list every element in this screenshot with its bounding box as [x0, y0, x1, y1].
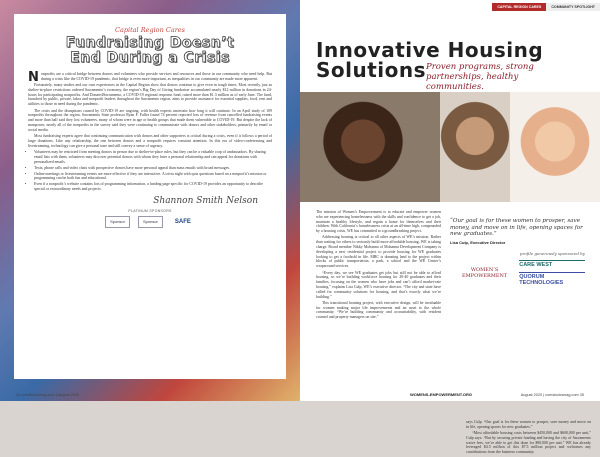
col2-text: [466, 420, 591, 457]
paragraph: Most fundraising experts agree that continuing communication with donors and other supporters is critical during a crisis, even if it follows a period of large donations. Like any relationship, the one between donors and a nonprofit requires constant attention. In this era of video-conferencing and livestreaming, technology can give a personal tone and still convey a sense of urgency.: [28, 134, 272, 148]
article-title: [28, 36, 272, 66]
left-page: [0, 0, 300, 401]
paragraph: “Most affordable housing costs between $450,000 and $600,000 per unit,” Culp says. “But by securing private funding and having the city of Sacramento waive fees, we’re able to get this done for $90,000 per unit.” WE has already leveraged $4.5 million of this $7.5 million project and welcomes any contributions from the business community.: [466, 431, 591, 455]
photo-strip: [300, 92, 600, 202]
article-body-col1: [316, 210, 441, 322]
list-item: • Even if a nonprofit’s website contains lots of programming information, a landing page specific for COVID-19 provides an opportunity to describe special or extraordinary needs and projects.: [34, 182, 272, 192]
sponsor-logo-stack: [519, 260, 585, 286]
sponsor-logo: Sponsor: [105, 216, 130, 228]
safe-credit-union-logo: SAFE: [174, 218, 191, 225]
section-kicker: Capital Region Cares: [114, 26, 185, 34]
pull-quote: “Our goal is for these women to prosper, save money, and move on in life, opening spaces for new graduates.”: [450, 218, 583, 238]
list-item: • Volunteers may be restricted from meeting donors in person due to shelter-in-place rules, but they can be a valuable corp of ambassadors. By sharing email lists with them, volunteers may discover potential donors with whom they have a personal relationship and can appeal for donations with personalized emails.: [34, 150, 272, 164]
care-west-logo: CARE WEST: [519, 260, 585, 268]
sponsored-by: profile generously sponsored by: [519, 250, 585, 256]
title-line-1: Innovative Housing: [316, 38, 544, 62]
article-body: [28, 72, 272, 148]
title-line-2: End During a Crisis: [70, 50, 230, 66]
website-link[interactable]: WOMENS-EMPOWERMENT.ORG: [410, 392, 472, 397]
quorum-logo: QUORUM TECHNOLOGIES: [519, 272, 585, 286]
photo-baby: [510, 92, 600, 202]
womens-empowerment-logo: WOMEN’S EMPOWERMENT: [461, 266, 508, 279]
article-subtitle: Proven programs, strong partnerships, healthy communities.: [426, 62, 534, 92]
photo-mother: [440, 92, 510, 202]
right-page: [300, 0, 600, 455]
partner-logos: [450, 260, 585, 286]
title-line-2: Solutions: [316, 58, 427, 82]
sponsor-label: PLATINUM SPONSORS: [128, 208, 172, 213]
drop-cap: N: [28, 70, 39, 85]
tag-capital-region: CAPITAL REGION CARES: [492, 3, 546, 11]
photo-children: [300, 92, 440, 202]
section-tag: [492, 3, 600, 11]
page-folio: 34 comstocksmag.com | August 2020: [16, 393, 80, 397]
paragraph: The crisis and the disruptions caused by COVID-19 are ongoing, with health experts uncertain how long it will continue. In an April study of 109 nonprofits throughout the region, Sacramento State professor Ryan F. Fuller found 74 percent reported loss of revenue from cancelled fundraising events and more than half said they lost volunteers, many of whom were in age or health groups that made them vulnerable to COVID-19. But despite the lack of manpower, nearly all of the nonprofits in the survey said they were continuing to communicate with donors and other stakeholders, primarily by email or social media.: [28, 108, 272, 132]
page-folio: August 2020 | comstocksmag.com 35: [520, 393, 584, 397]
paragraph: This transitional housing project, with executive design, will be invaluable for women making major life improvements and an asset to the whole community. “We’re building community and accountability, with resident counsel and property managers on site,”: [316, 300, 441, 320]
paragraph: “Every day, we see WE graduates get jobs but still not be able to afford housing, so we’re building workforce housing for 20-40 graduates and their families, focusing on the women who have jobs and can’t afford market-rate housing,” explains Lisa Culp, WE’s executive director. “The city and state have called for community solutions for housing, and that’s exactly what we’re building.”: [316, 270, 441, 299]
list-item: • Online meetings or livestreaming events are more effective if they are interactive. A trivia night with quiz questions based on a nonprofit’s mission or programming can be both fun and educational.: [34, 172, 272, 182]
paragraph: The mission of Women’s Empowerment is to educate and empower women who are experiencing homelessness with the skills and confidence to get a job, maintain a healthy lifestyle, and regain a home for themselves and their children. With California’s homelessness crisis at an all-time high, compounded by a housing crisis, WE has committed to a groundbreaking project.: [316, 210, 441, 234]
paragraph: Fortunately, many studies and our own experiences in the Capital Region show that donors continue to give even in tough times. Most recently, just as shelter-in-place restrictions ordered Sacramento’s economy, the region’s Big Day of Giving fundraiser accumulated nearly $12 million in donations in 24-hours for participating nonprofits. And Donate4Sacramento, a COVID-19 regional response fund, raised more than $1.3 million as of early June. The fund, launched by public, private, labor and nonprofit leaders throughout the Sacramento region, aims to provide assistance for essential supplies, food, rent and utilities to those in need during the pandemic.: [28, 83, 272, 107]
tips-list: [34, 150, 272, 191]
title-line-1: Fundraising Doesn’t: [65, 35, 235, 51]
sponsor-logo: Sponsor: [138, 216, 163, 228]
list-item: • Texts, phone calls and video chats with prospective donors have more personal appeal than mass emails with broad messages.: [34, 166, 272, 171]
quote-attribution: Lisa Culp, Executive Director: [450, 239, 506, 245]
signature: Shannon Smith Nelson: [153, 195, 258, 206]
tag-community: COMMUNITY SPOTLIGHT: [546, 3, 600, 11]
article-frame: [14, 14, 286, 379]
paragraph: says Culp. “Our goal is for these women to prosper, save money and move on in life, opening spaces for new graduates.”: [466, 420, 591, 429]
paragraph: Addressing housing is critical to all other aspects of WE’s mission. Rather than waiting for others to seriously build more affordable housing, WE is taking charge. Board member Nikky Mohanna of Mohanna Development Company is developing a new residential project to provide housing for WE graduates looking to get a foothold in life. MBC is donating land to the project within blocks of public transportation, a park, a school and the WE Center’s wraparound services.: [316, 235, 441, 269]
sponsor-logos: [28, 216, 272, 228]
paragraph: Nonprofits are a critical bridge between donors and volunteers who provide services and resources and those in our community who need help. But during a crisis like the COVID-19 pandemic, that bridge is even more important, as inequalities in our community are made more apparent.: [28, 70, 272, 85]
